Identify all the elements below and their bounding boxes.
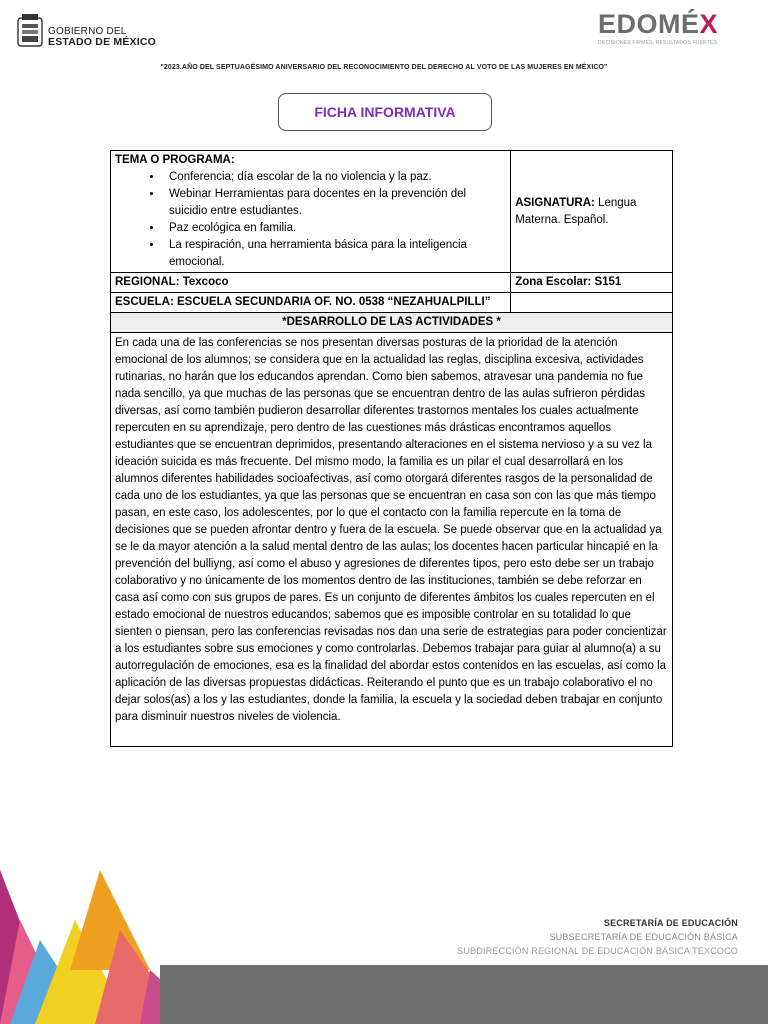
empty-cell [511, 293, 673, 313]
escuela-cell: ESCUELA: ESCUELA SECUNDARIA OF. NO. 0538 “NEZAHUALPILLI” [111, 293, 511, 313]
page-header [0, 0, 768, 60]
document-title: FICHA INFORMATIVA [278, 93, 492, 131]
gov-line1: GOBIERNO DEL [48, 26, 127, 37]
desarrollo-title: *DESARROLLO DE LAS ACTIVIDADES * [111, 313, 673, 333]
footer-line1: SECRETARÍA DE EDUCACIÓN [603, 918, 738, 928]
info-table [110, 150, 673, 747]
regional-cell: REGIONAL: Texcoco [111, 273, 511, 293]
footer-institution [457, 916, 738, 958]
desarrollo-header-row [111, 313, 673, 333]
asignatura-value: Lengua Materna. Español. [515, 196, 637, 226]
tema-item: • Paz ecológica en familia. [163, 220, 506, 237]
gov-line2: ESTADO DE MÉXICO [48, 36, 157, 48]
escuela-row [111, 293, 673, 313]
tema-item: • Webinar Herramientas para docentes en la prevención del suicidio entre estudiantes. [163, 186, 506, 220]
state-seal-icon [16, 12, 44, 48]
regional-row [111, 273, 673, 293]
desarrollo-body-row [111, 333, 673, 747]
footer-line2: SUBSECRETARÍA DE EDUCACIÓN BÁSICA [549, 932, 738, 942]
tema-item: • La respiración, una herramienta básica para la inteligencia emocional. [163, 237, 506, 271]
edomex-logo [598, 10, 748, 52]
brand-tagline: DECISIONES FIRMES, RESULTADOS FUERTES. [598, 40, 719, 46]
tema-item: • Conferencia; día escolar de la no violencia y la paz. [163, 169, 506, 186]
tema-row [111, 151, 673, 273]
zona-cell: Zona Escolar: S151 [511, 273, 673, 293]
asignatura-label: ASIGNATURA: [515, 196, 595, 209]
tema-label: TEMA O PROGRAMA: [115, 154, 235, 166]
tema-list [115, 169, 506, 271]
year-motto: "2023.AÑO DEL SEPTUAGÉSIMO ANIVERSARIO DEL RECONOCIMIENTO DEL DERECHO AL VOTO DE LAS MUJERES EN MÉXICO" [160, 64, 608, 71]
asignatura-cell [511, 151, 673, 273]
tema-cell [111, 151, 511, 273]
brand-wordmark: EDOMÉX [598, 9, 719, 39]
desarrollo-text: En cada una de las conferencias se nos presentan diversas posturas de la prioridad de la atención emocional de los alumnos; se considera que en la actualidad las reglas, disciplina excesiva, actividades rutinarias, no harán que los educandos aprendan. Como bien sabemos, atravesar una pandemia no fue nada sencillo, ya que muchas de las personas que se encuentran dentro de las aulas sufrieron pérdidas diversas, así como también pudieron desarrollar diferentes trastornos mentales los cuales actualmente repercuten en su aprendizaje, pero dentro de las cuestiones más drásticas encontramos aquellos estudiantes que se encuentran deprimidos, presentando alteraciones en el sistema nervioso y a su vez la ideación suicida es más frecuente. Del mismo modo, la familia es un pilar el cual desarrollará en los alumnos diferentes habilidades socioafectivas, así como otorgará diferentes rasgos de la personalidad de cada uno de los estudiantes, ya que las personas que se encuentran en casa son con las que más tiempo pasan, en este caso, los adolescentes, por lo que el contacto con la familia repercute en la toma de decisiones que se pueden afrontar dentro y fuera de la escuela. Se puede observar que en la actualidad ya se le da mayor atención a la salud mental dentro de las aulas; los docentes hacen particular hincapié en la prevención del bulliyng, así como el abuso y agresiones de diferentes tipos, pero esto debe ser un trabajo colaborativo y no únicamente de los momentos dentro de las instituciones, también se debe reforzar en casa así como con sus grupos de pares. Es un conjunto de diferentes ámbitos los cuales repercuten en el estado emocional de nuestros educandos; sabemos que es imposible controlar en su totalidad lo que sienten o piensan, pero las conferencias revisadas nos dan una serie de estrategias para poder concientizar a los estudiantes sobre sus emociones y como controlarlas. Debemos trabajar para guiar al alumno(a) a su autorregulación de emociones, esa es la finalidad del abordar estos contenidos en las escuelas, así como la aplicación de las diversas propuestas didácticas. Reiterando el punto que es un trabajo colaborativo el no dejar solos(as) a los y las estudiantes, donde la familia, la escuela y la sociedad deben trabajar en conjunto para disminuir nuestros niveles de violencia. [111, 333, 673, 747]
footer-line3: SUBDIRECCIÓN REGIONAL DE EDUCACIÓN BÁSICA TEXCOCO [457, 946, 738, 956]
government-logo [16, 12, 156, 52]
footer-bar [160, 965, 768, 1024]
